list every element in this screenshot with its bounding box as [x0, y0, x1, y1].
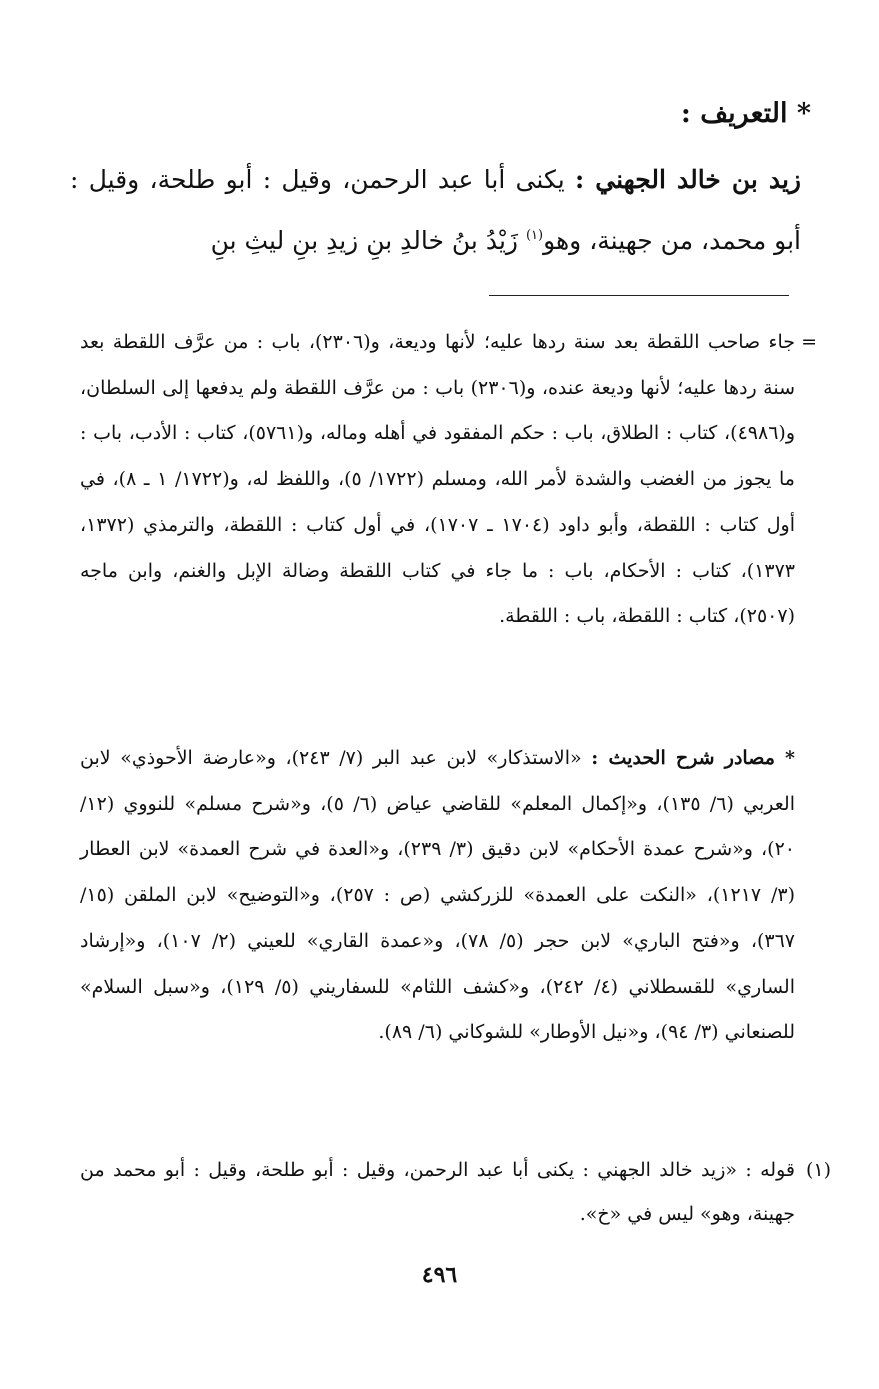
footnote-1-text: قوله : «زيد خالد الجهني : يكنى أبا عبد الرحمن، وقيل : أبو طلحة، وقيل : أبو محمد من جهينة، وهو» ليس في «خ». [80, 1159, 795, 1225]
sources-label: * مصادر شرح الحديث : [591, 747, 795, 769]
sources-text: «الاستذكار» لابن عبد البر (٧/ ٢٤٣)، و«عارضة الأحوذي» لابن العربي (٦/ ١٣٥)، و«إكمال المعلم» للقاضي عياض (٦/ ٥)، و«شرح مسلم» للنووي (١٢/ ٢٠)، و«شرح عمدة الأحكام» لابن دقيق (٣/ ٢٣٩)، و«العدة في شرح العمدة» لابن العطار (٣/ ١٢١٧)، «النكت على العمدة» للزركشي (ص : ٢٥٧)، و«التوضيح» لابن الملقن (١٥/ ٣٦٧)، و«فتح الباري» لابن حجر (٥/ ٧٨)، و«عمدة القاري» للعيني (٢/ ١٠٧)، و«إرشاد الساري» للقسطلاني (٤/ ٢٤٢)، و«كشف اللثام» للسفاريني (٥/ ١٢٩)، و«سبل السلام» للصنعاني (٣/ ٩٤)، و«نيل الأوطار» للشوكاني (٦/ ٨٩). [80, 747, 795, 1044]
footnote-reference[interactable]: (١) [525, 228, 544, 243]
footnote-1-number: (١) [805, 1159, 831, 1181]
page-number: ٤٩٦ [421, 1262, 458, 1288]
footnote-continuation [80, 320, 817, 640]
footnote-1 [80, 1148, 831, 1236]
main-text-part-2: زَيْدُ بنُ خالدِ بنِ زيدِ بنِ ليثِ بنِ [210, 226, 526, 255]
main-paragraph [70, 152, 801, 269]
hadith-sources-paragraph [80, 736, 795, 1056]
section-heading: * التعريف : [680, 98, 811, 129]
companion-name: زيد بن خالد الجهني : [575, 165, 802, 194]
continuation-marker: = [801, 331, 817, 353]
footnote-separator [489, 295, 789, 296]
main-text-part-1: يكنى أبا عبد الرحمن، وقيل : أبو طلحة، وقيل : أبو محمد، من جهينة، وهو [70, 165, 801, 255]
footnote-continuation-text: جاء صاحب اللقطة بعد سنة ردها عليه؛ لأنها وديعة، و(٢٣٠٦)، باب : من عرَّف اللقطة بعد سنة ردها عليه؛ لأنها وديعة عنده، و(٢٣٠٦) باب : من عرَّف اللقطة ولم يدفعها إلى السلطان، و(٤٩٨٦)، كتاب : الطلاق، باب : حكم المفقود في أهله وماله، و(٥٧٦١)، كتاب : الأدب، باب : ما يجوز من الغضب والشدة لأمر الله، ومسلم (١٧٢٢/ ٥)، واللفظ له، و(١٧٢٢/ ١ ـ ٨)، في أول كتاب : اللقطة، وأبو داود (١٧٠٤ ـ ١٧٠٧)، في أول كتاب : اللقطة، والترمذي (١٣٧٢، ١٣٧٣)، كتاب : الأحكام، باب : ما جاء في كتاب اللقطة وضالة الإبل والغنم، وابن ماجه (٢٥٠٧)، كتاب : اللقطة، باب : اللقطة. [80, 331, 796, 628]
